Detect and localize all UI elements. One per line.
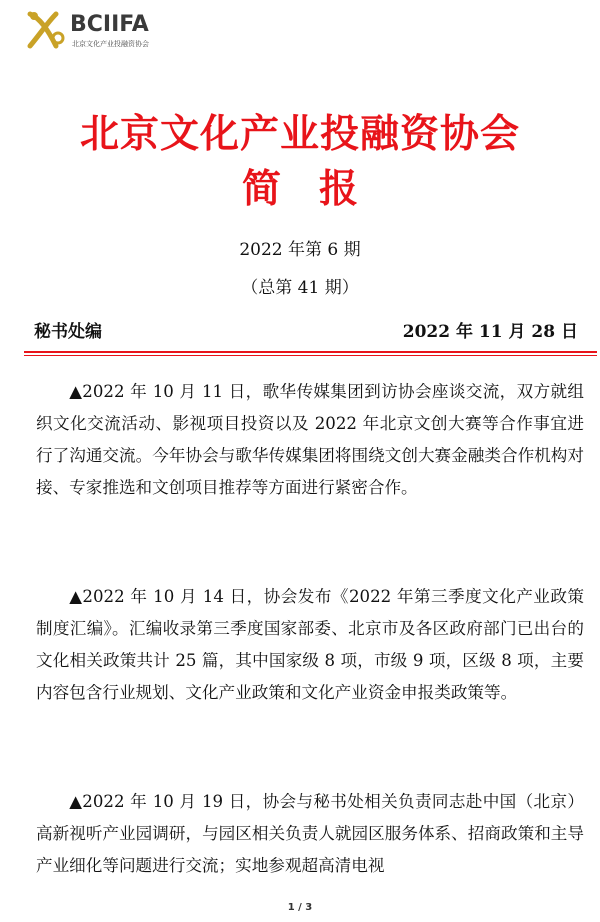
masthead-title: 北京文化产业投融资协会: [79, 111, 520, 157]
page-number: 1 / 3: [287, 902, 313, 913]
association-logo: [26, 6, 176, 56]
total-issue-number: （总第 41 期）: [241, 278, 359, 298]
header-divider-thin: [24, 355, 597, 356]
editor-label: 秘书处编: [34, 322, 102, 342]
news-paragraph-2: ▲2022 年 10 月 14 日，协会发布《2022 年第三季度文化产业政策制度汇编》。汇编收录第三季度国家部委、北京市及各区政府部门已出台的文化相关政策共计 25 篇，其中国家级 8 项，市级 9 项，区级 8 项，主要内容包含行业规划、文化产业政策和文化产业资金申报类政策等。: [36, 587, 584, 702]
logo-text: BCIIFA: [70, 12, 149, 37]
issue-number: 2022 年第 6 期: [239, 240, 361, 260]
news-paragraph-3: ▲2022 年 10 月 19 日，协会与秘书处相关负责同志赴中国（北京）高新视听产业园调研，与园区相关负责人就园区服务体系、招商政策和主导产业细化等问题进行交流；实地参观超高清电视: [36, 792, 584, 875]
logo-subtitle: 北京文化产业投融资协会: [72, 40, 149, 48]
news-paragraph-1: ▲2022 年 10 月 11 日，歌华传媒集团到访协会座谈交流，双方就组织文化交流活动、影视项目投资以及 2022 年北京文创大赛等合作事宜进行了沟通交流。今年协会与歌华传媒集团将围绕文创大赛金融类合作机构对接、专家推选和文创项目推荐等方面进行紧密合作。: [36, 382, 584, 497]
logo-emblem-icon: [26, 8, 72, 52]
masthead-subtitle: 简报: [241, 166, 396, 212]
publish-date: 2022 年 11 月 28 日: [402, 322, 578, 342]
header-divider-thick: [24, 351, 597, 353]
